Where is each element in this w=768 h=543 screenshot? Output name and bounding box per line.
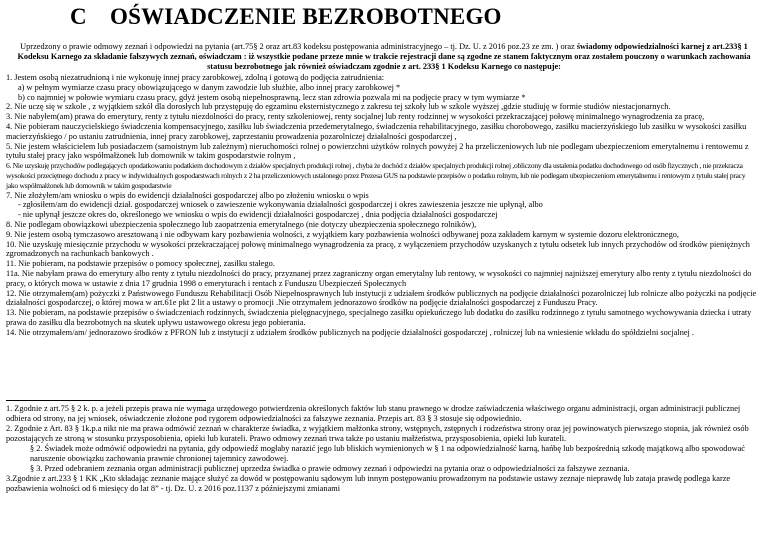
declaration-subitem: b) co najmniej w połowie wymiaru czasu pracy, gdyż jestem osobą niepełnosprawną, lecz stan zdrowia pozwala mi na podjęcie pracy w tym wymiarze * [18,92,526,102]
declaration-item: 10. Nie uzyskuję miesięcznie przychodu w wysokości przekraczającej połowę minimalnego wynagrodzenia za pracę, z wyłączeniem przychodów uzyskanych z tytułu odsetek lub innych przychodów od środków pieniężnych zgromadzonych na rachunkach bankowych . [6,239,750,259]
intro-bold-text: świadomy odpowiedzialności karnej z art.233§ 1 Kodeksu Karnego za składanie fałszywych zeznań, oświadczam : iż wszystkie podane przeze mnie w trakcie rejestracji dane są zgodne ze stanem faktycznym oraz zostałem pouczony o warunkach zachowania statusu bezrobotnego jak również oświadczam zgodnie z art. 233§ 1 Kodeksu Karnego co następuje: [17,42,751,71]
intro-paragraph [10,42,758,72]
declaration-item: 2. Nie uczę się w szkole , z wyjątkiem szkół dla dorosłych lub przystępuję do egzaminu eksternistycznego z zakresu tej szkoły lub w szkole wyższej ,gdzie studiuję w formie studiów niestacjonarnych. [6,102,671,112]
declaration-list [6,73,758,338]
declaration-item: 13. Nie pobieram, na podstawie przepisów o świadczeniach rodzinnych, świadczenia pielęgnacyjnego, specjalnego zasiłku opiekuńczego lub dodatku do zasiłku rodzinnego z tytułu samotnego wychowywania dziecka i utraty prawa do zasiłku dla bezrobotnych na skutek upływu ustawowego okresu jego pobierania. [6,308,752,327]
declaration-item: 4. Nie pobieram nauczycielskiego świadczenia kompensacyjnego, zasiłku lub świadczenia przedemerytalnego, świadczenia rehabilitacyjnego, zasiłku chorobowego, zasiłku macierzyńskiego lub zasiłku w wysokości zasiłku macierzyńskiego / po ustaniu zatrudnienia, innej pracy zarobkowej, zaprzestaniu prowadzenia pozarolniczej działalności gospodarczej , [6,121,747,141]
declaration-item: 11. Nie pobieram, na podstawie przepisów o pomocy społecznej, zasiłku stałego. [6,259,275,269]
declaration-item: 9. Nie jestem osobą tymczasowo aresztowaną i nie odbywam kary pozbawienia wolności, z wyjątkiem kary pozbawienia wolności odbywanej poza zakładem karnym w systemie dozoru elektronicznego, [6,229,679,239]
declaration-item: 14. Nie otrzymałem/am/ jednorazowo środków z PFRON lub z instytucji z udziałem środków publicznych na podjęcie działalności gospodarczej , rolniczej lub na wniesienie wkładu do spółdzielni socjalnej . [6,327,694,337]
footnote: § 2. Świadek może odmówić odpowiedzi na pytania, gdy odpowiedź mogłaby narazić jego lub bliskich wymienionych w § 1 na odpowiedzialność karną, hańbę lub bezpośrednią szkodę majątkową albo spowodować naruszenie obowiązku zachowania prawnie chronionej tajemnicy zawodowej. [30,444,745,463]
footnote: 1. Zgodnie z art.75 § 2 k. p. a jeżeli przepis prawa nie wymaga urzędowego potwierdzenia określonych faktów lub stanu prawnego w drodze zaświadczenia właściwego organu administracji, organ administracji publicznej odbiera od strony, na jej wniosek, oświadczenie złożone pod rygorem odpowiedzialności za fałszywe zeznania. Przepis art. 83 § 3 stosuje się odpowiednio. [6,404,741,423]
declaration-subitem: - zgłosiłem/am do ewidencji dział. gospodarczej wniosek o zawieszenie wykonywania działalności gospodarczej i okres zawieszenia jeszcze nie upłynął, albo [18,200,543,210]
declaration-item: 12. Nie otrzymałem(am) pożyczki z Państwowego Funduszu Rehabilitacji Osób Niepełnosprawnych lub instytucji z udziałem środków publicznych na podjęcie działalności pozarolniczej lub rolnicze albo pożyczki na podjęcie działalności gospodarczej, o której mowa w art.61e pkt 2 lit a ustawy o promocji .Nie otrzymałem jednorazowo środków na podjęcie działalności gospodarczej z Funduszu Pracy. [6,288,757,308]
footnote: § 3. Przed odebraniem zeznania organ administracji publicznej uprzedza świadka o prawie odmowy zeznań i odpowiedzi na pytania oraz o odpowiedzialności za fałszywe zeznania. [30,464,630,473]
footnote-separator [6,400,206,401]
intro-text: Uprzedzony o prawie odmowy zeznań i odpowiedzi na pytania (art.75§ 2 oraz art.83 kodeksu postępowania administracyjnego – tj. Dz. U. z 2016 poz.23 ze zm. ) oraz [20,42,577,51]
declaration-item: 1. Jestem osobą niezatrudnioną i nie wykonuję innej pracy zarobkowej, zdolną i gotową do podjęcia zatrudnienia: [6,73,385,82]
document-title: OŚWIADCZENIE BEZROBOTNEGO [110,4,502,29]
declaration-item: 7. Nie złożyłem/am wniosku o wpis do ewidencji działalności gospodarczej albo po złożeniu wniosku o wpis [6,190,369,200]
declaration-item: 5. Nie jestem właścicielem lub posiadaczem (samoistnym lub zależnym) nieruchomości rolnej o powierzchni użytków rolnych powyżej 2 ha przeliczeniowych lub nie podlegam ubezpieczeniom emerytalnemu i rentowemu z tytułu stałej pracy jako współmałżonek lub domownik w takim gospodarstwie rolnym , [6,141,749,161]
declaration-item: 11a. Nie nabyłam prawa do emerytury albo renty z tytułu niezdolności do pracy, przyznanej przez zagraniczny organ emerytalny lub rentowy, w wysokości co najmniej najniższej emerytury albo renty z tytułu niezdolności do pracy, o których mowa w ustawie z dnia 17 grudnia 1998 o emeryturach i rentach z Funduszu Ubezpieczeń Społecznych [6,268,752,288]
footnotes [6,404,758,494]
declaration-item: 8. Nie podlegam obowiązkowi ubezpieczenia społecznego lub zaopatrzenia emerytalnego (nie dotyczy ubezpieczenia społecznego rolników), [6,219,477,229]
form-letter: C [70,4,87,29]
footnote: 2. Zgodnie z Art. 83 § 1k.p.a nikt nie ma prawa odmówić zeznań w charakterze świadka, z wyjątkiem małżonka strony, wstępnych, zstępnych i rodzeństwa strony oraz jej powinowatych pierwszego stopnia, jak również osób pozostających ze stroną w stosunku przysposobienia, opieki lub kurateli. Prawo odmowy zeznań trwa także po ustaniu małżeństwa, przysposobienia, opieki lub kurateli. [6,424,749,443]
document-header [0,4,768,34]
declaration-item: 3. Nie nabyłem(am) prawa do emerytury, renty z tytułu niezdolności do pracy, renty szkoleniowej, renty socjalnej lub renty rodzinnej w wysokości przekraczającej połowę minimalnego wynagrodzenia za pracę, [6,112,705,122]
footnote: 3.Zgodnie z art.233 § 1 KK „Kto składając zeznanie mające służyć za dowód w postępowaniu sądowym lub innym postępowaniu prowadzonym na podstawie ustawy zeznaje nieprawdę lub zataja prawdę podlega karze pozbawienia wolności od 6 miesięcy do lat 8” - tj. Dz. U. z 2016 poz.1137 z późniejszymi zmianami [6,474,731,493]
declaration-subitem: a) w pełnym wymiarze czasu pracy obowiązującego w danym zawodzie lub służbie, albo innej pracy zarobkowej * [18,82,401,92]
declaration-subitem: - nie upłynął jeszcze okres do, określonego we wniosku o wpis do ewidencji działalności gospodarczej , dnia podjęcia działalności gospodarczej [18,210,498,220]
declaration-item: 6. Nie uzyskuję przychodów podlegających opodatkowaniu podatkiem dochodowym z działów specjalnych produkcji rolnej , chyba że dochód z działów specjalnych produkcji rolnej ,obliczony dla ustalenia podatku dochodowego od osób fizycznych , nie przekracza wysokości przeciętnego dochodu z pracy w indywidualnych gospodarstwach rolnych z 2 ha przeliczeniowych ustalonego przez Prezesa GUS na podstawie przepisów o podatku rolnym, lub nie podlegam ubezpieczeniom emerytalnemu i rentowym z tytułu stałej pracy jako współmałżonek lub domownik w takim gospodarstwie [6,161,746,190]
